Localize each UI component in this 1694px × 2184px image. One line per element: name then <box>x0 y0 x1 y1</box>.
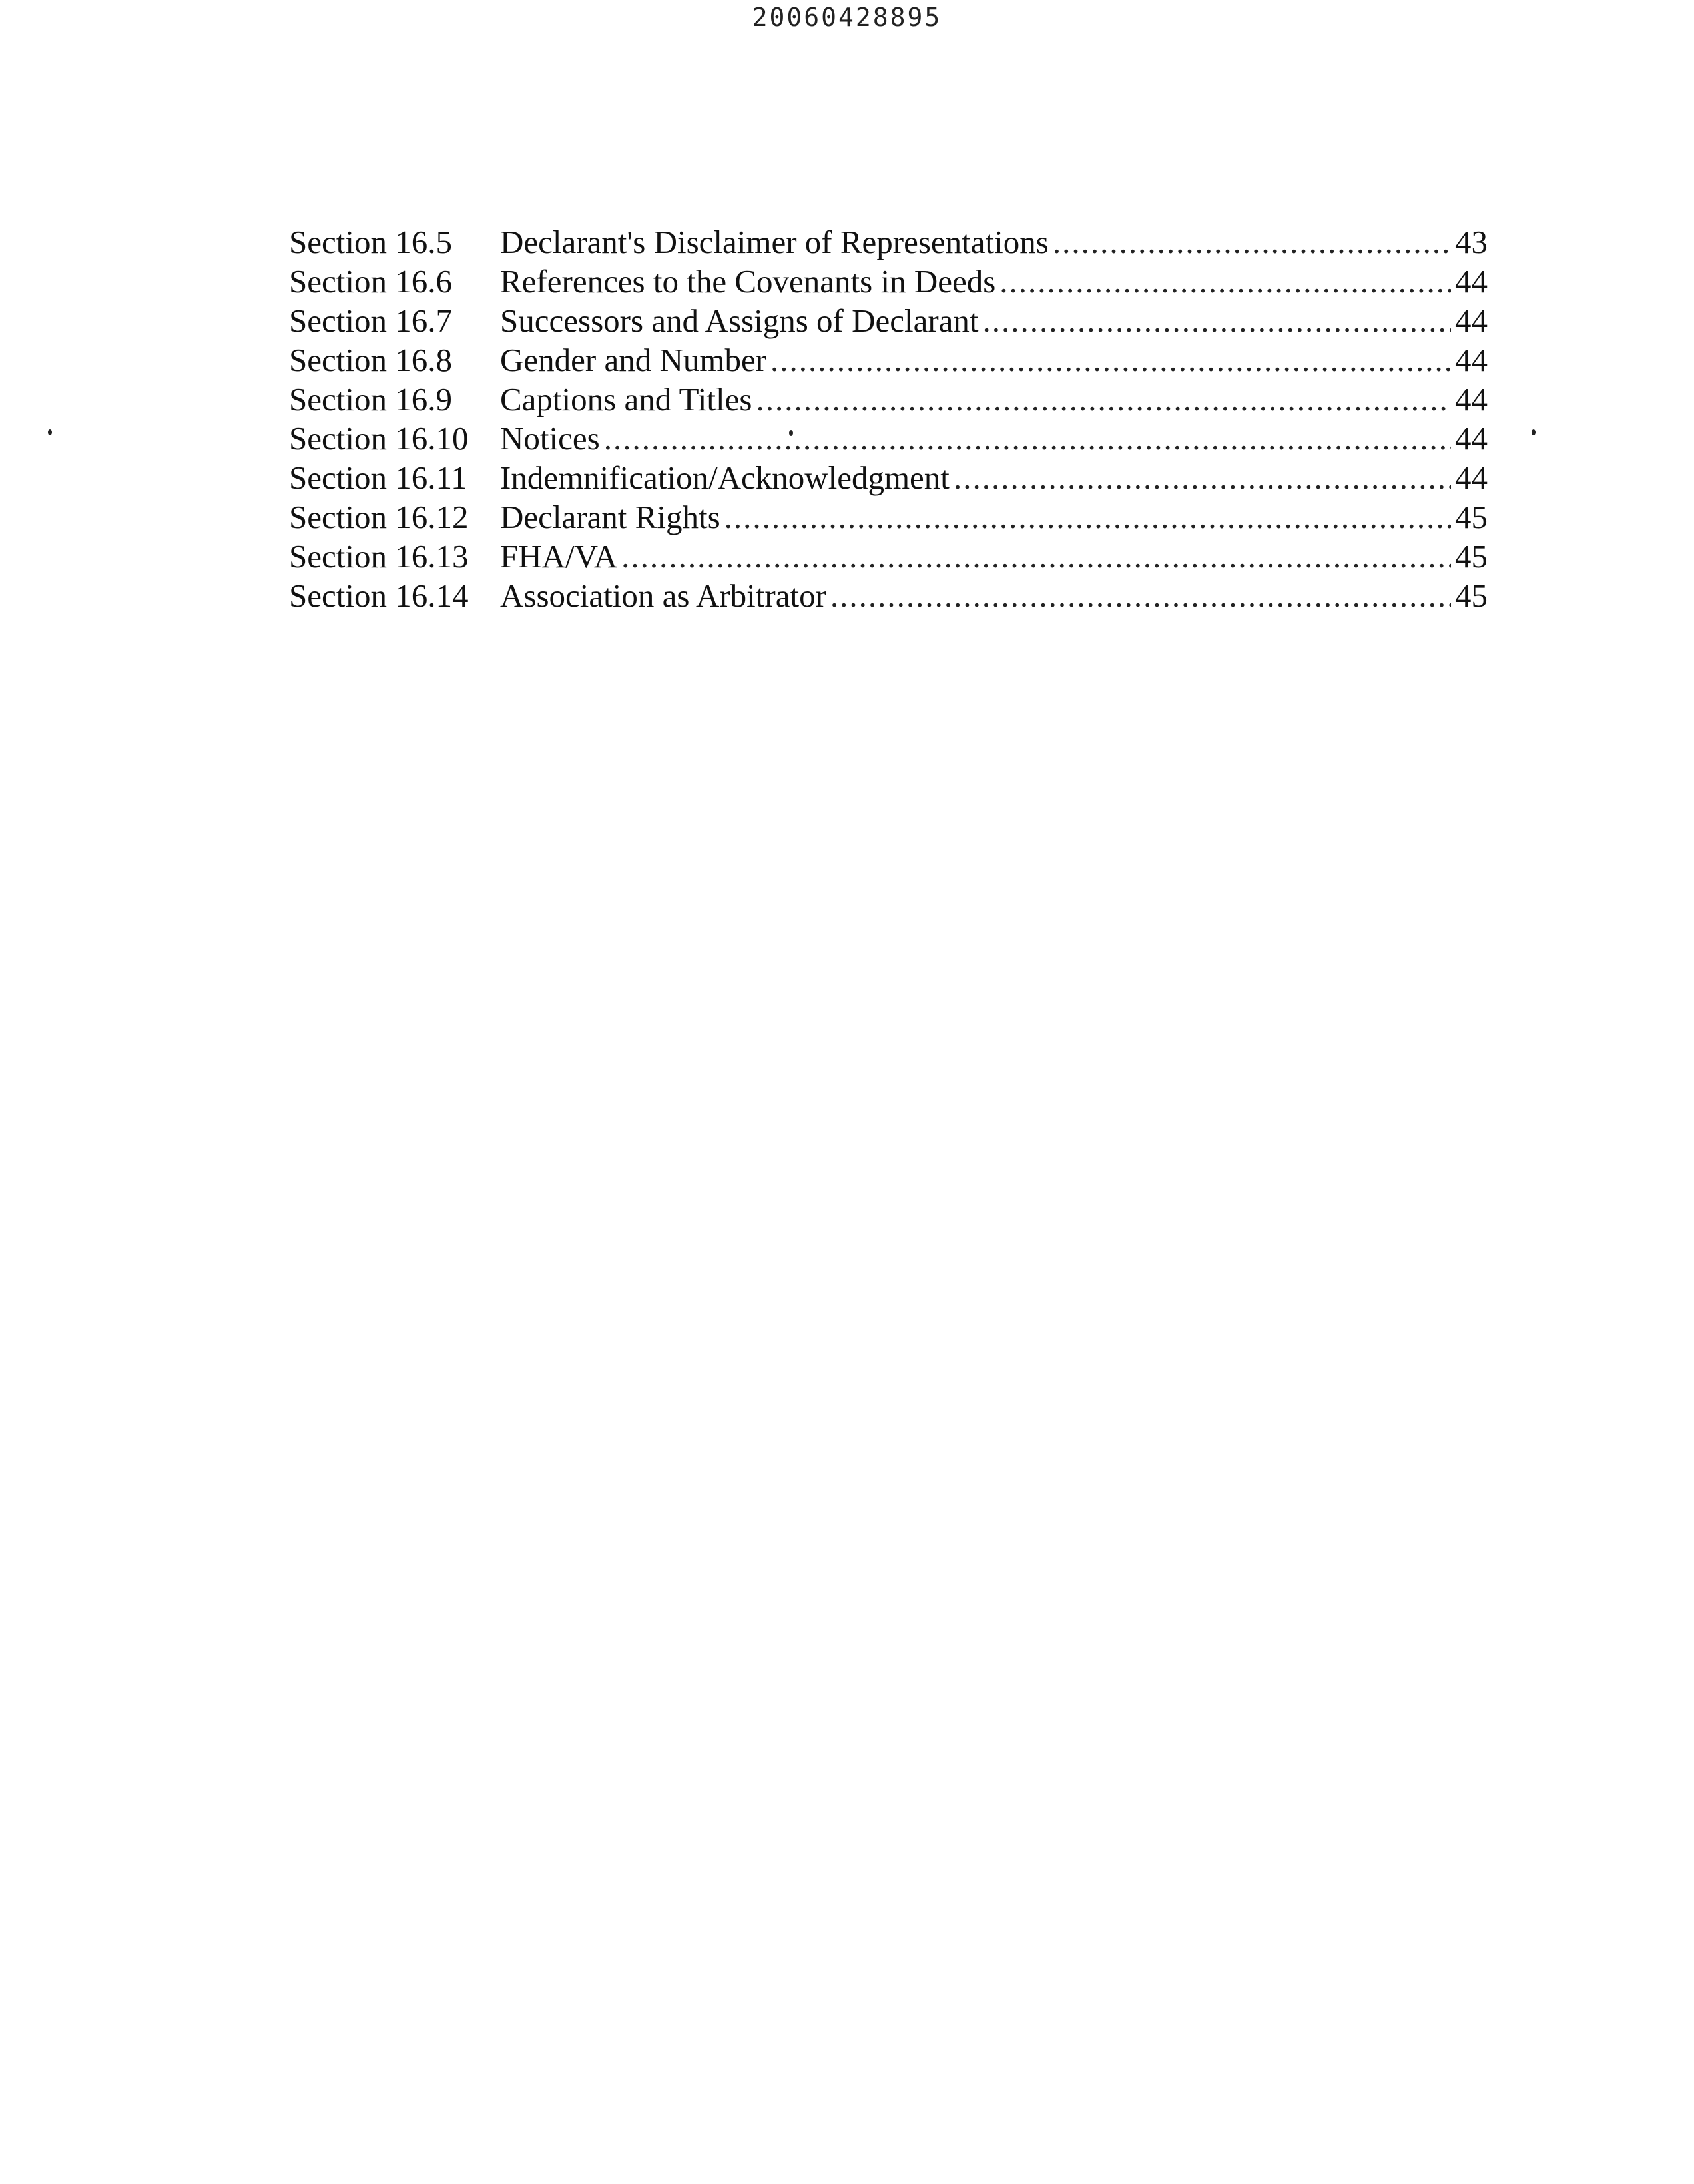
document-number: 20060428895 <box>752 3 942 32</box>
toc-page-number: 44 <box>1455 302 1488 339</box>
toc-entry <box>289 419 1488 458</box>
toc-dot-leader <box>954 458 1451 497</box>
toc-page-number: 45 <box>1455 499 1488 535</box>
toc-section-number: Section 16.8 <box>289 342 452 378</box>
toc-page-number: 44 <box>1455 381 1488 417</box>
toc-page-number: 45 <box>1455 538 1488 575</box>
toc-entry <box>289 458 1488 497</box>
toc-section-title: Notices <box>500 420 600 457</box>
toc-dot-leader <box>1053 222 1451 262</box>
toc-section-number: Section 16.10 <box>289 420 469 457</box>
toc-dot-leader <box>621 537 1451 576</box>
toc-page-number: 45 <box>1455 577 1488 614</box>
toc-section-title: Indemnification/Acknowledgment <box>500 459 950 496</box>
toc-entry <box>289 301 1488 340</box>
scan-speck <box>1532 429 1536 435</box>
scan-speck <box>48 429 52 435</box>
toc-section-title: Association as Arbitrator <box>500 577 826 614</box>
toc-entry <box>289 497 1488 537</box>
toc-section-title: References to the Covenants in Deeds <box>500 263 996 300</box>
toc-section-title: Successors and Assigns of Declarant <box>500 302 979 339</box>
toc-section-number: Section 16.11 <box>289 459 467 496</box>
toc-section-title: Gender and Number <box>500 342 767 378</box>
toc-entry <box>289 537 1488 576</box>
toc-section-title: Declarant's Disclaimer of Representations <box>500 224 1049 260</box>
table-of-contents <box>289 222 1488 615</box>
toc-section-number: Section 16.7 <box>289 302 452 339</box>
toc-entry <box>289 340 1488 380</box>
toc-entry <box>289 262 1488 301</box>
toc-page-number: 44 <box>1455 459 1488 496</box>
toc-entry <box>289 222 1488 262</box>
toc-entry <box>289 380 1488 419</box>
toc-section-number: Section 16.6 <box>289 263 452 300</box>
scan-speck <box>789 430 793 436</box>
toc-section-number: Section 16.13 <box>289 538 469 575</box>
toc-section-title: Declarant Rights <box>500 499 720 535</box>
toc-section-number: Section 16.12 <box>289 499 469 535</box>
toc-dot-leader <box>770 340 1451 380</box>
toc-dot-leader <box>999 262 1451 301</box>
toc-page-number: 43 <box>1455 224 1488 260</box>
toc-dot-leader <box>830 576 1451 615</box>
toc-page-number: 44 <box>1455 420 1488 457</box>
toc-dot-leader <box>983 301 1451 340</box>
toc-page-number: 44 <box>1455 263 1488 300</box>
toc-section-title: Captions and Titles <box>500 381 752 417</box>
toc-dot-leader <box>604 419 1451 458</box>
toc-section-number: Section 16.14 <box>289 577 469 614</box>
toc-section-number: Section 16.9 <box>289 381 452 417</box>
toc-section-number: Section 16.5 <box>289 224 452 260</box>
toc-section-title: FHA/VA <box>500 538 618 575</box>
toc-dot-leader <box>724 497 1451 537</box>
toc-entry <box>289 576 1488 615</box>
toc-dot-leader <box>756 380 1451 419</box>
toc-page-number: 44 <box>1455 342 1488 378</box>
